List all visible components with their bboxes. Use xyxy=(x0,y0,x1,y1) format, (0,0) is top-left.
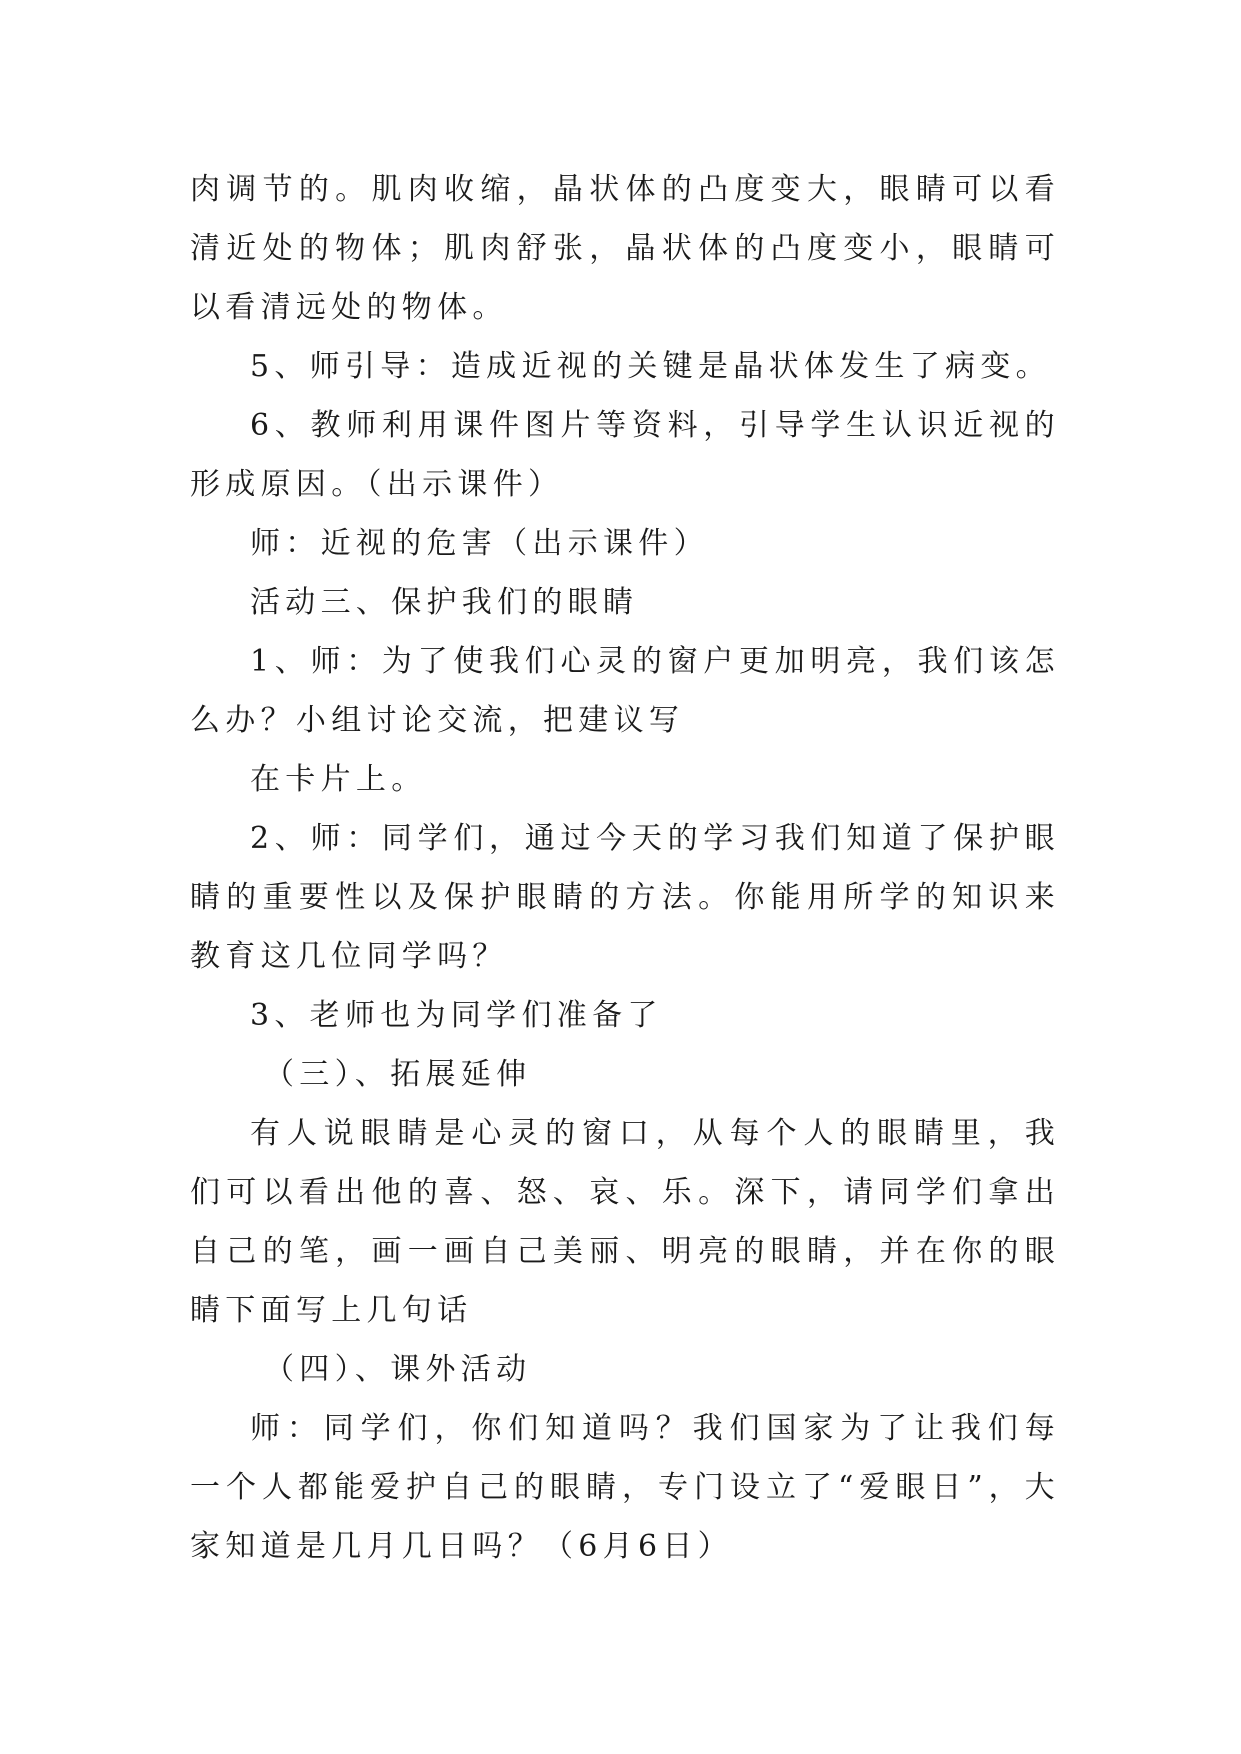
paragraph-card-note: 在卡片上。 xyxy=(250,762,427,797)
paragraph-step-6: 6、教师利用课件图片等资料，引导学生认识近视的形成原因。（出示课件） xyxy=(190,408,1060,502)
paragraph-myopia-harm: 师：近视的危害（出示课件） xyxy=(250,526,709,561)
paragraph-continuation: 肉调节的。肌肉收缩，晶状体的凸度变大，眼睛可以看清近处的物体；肌肉舒张，晶状体的凸度变小，眼睛可以看清远处的物体。 xyxy=(190,172,1060,325)
paragraph-eye-day: 师：同学们，你们知道吗？我们国家为了让我们每一个人都能爱护自己的眼睛，专门设立了“爱眼日”，大家知道是几月几日吗？（6月6日） xyxy=(190,1411,1060,1564)
paragraph-step-3: 3、老师也为同学们准备了 xyxy=(250,998,663,1033)
section-four-heading: （四）、课外活动 xyxy=(264,1352,532,1387)
paragraph-step-1: 1、师：为了使我们心灵的窗户更加明亮，我们该怎么办？小组讨论交流，把建议写 xyxy=(190,644,1060,738)
paragraph-extension: 有人说眼睛是心灵的窗口，从每个人的眼睛里，我们可以看出他的喜、怒、哀、乐。深下，请同学们拿出自己的笔，画一画自己美丽、明亮的眼睛，并在你的眼睛下面写上几句话 xyxy=(190,1116,1060,1328)
section-three-heading: （三）、拓展延伸 xyxy=(264,1057,532,1092)
document-body xyxy=(190,160,1060,1576)
paragraph-step-2: 2、师：同学们，通过今天的学习我们知道了保护眼睛的重要性以及保护眼睛的方法。你能用所学的知识来教育这几位同学吗？ xyxy=(190,821,1060,974)
activity-three-heading: 活动三、保护我们的眼睛 xyxy=(250,585,639,620)
paragraph-step-5: 5、师引导：造成近视的关键是晶状体发生了病变。 xyxy=(250,349,1051,384)
